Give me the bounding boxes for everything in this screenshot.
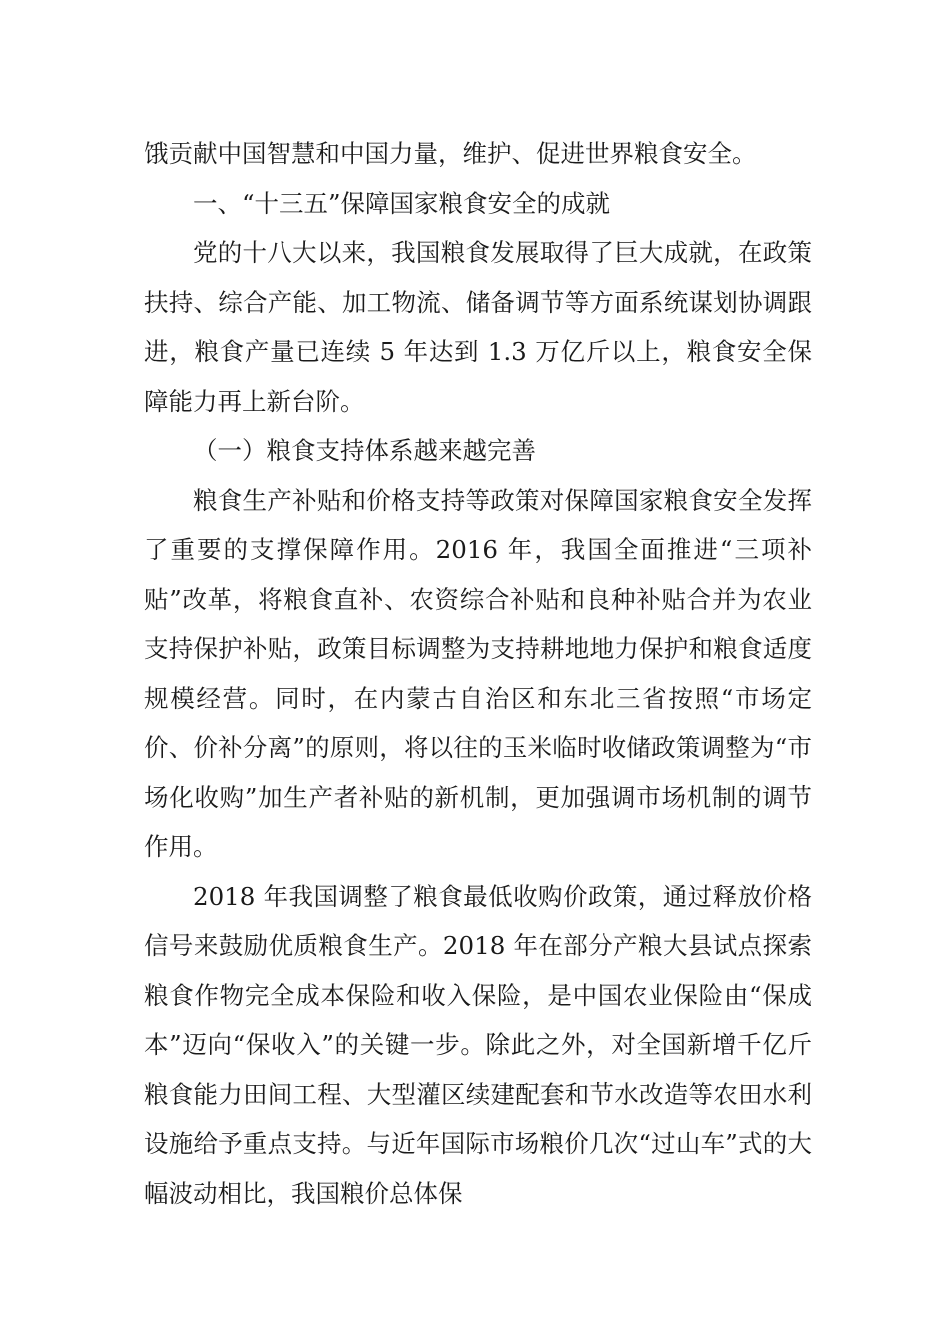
document-body (144, 129, 812, 1218)
section-heading: 一、“十三五”保障国家粮食安全的成就 (193, 188, 611, 218)
paragraph: 党的十八大以来，我国粮食发展取得了巨大成就，在政策扶持、综合产能、加工物流、储备调节等方面系统谋划协调跟进，粮食产量已连续 5 年达到 1.3 万亿斤以上，粮食安全保障能力再上新台阶。 (144, 238, 812, 416)
paragraph: 粮食生产补贴和价格支持等政策对保障国家粮食安全发挥了重要的支撑保障作用。2016 年，我国全面推进“三项补贴”改革，将粮食直补、农资综合补贴和良种补贴合并为农业支持保护补贴，政策目标调整为支持耕地地力保护和粮食适度规模经营。同时，在内蒙古自治区和东北三省按照“市场定价、价补分离”的原则，将以往的玉米临时收储政策调整为“市场化收购”加生产者补贴的新机制，更加强调市场机制的调节作用。 (144, 485, 812, 861)
paragraph-continuation: 饿贡献中国智慧和中国力量，维护、促进世界粮食安全。 (144, 139, 757, 168)
paragraph: 2018 年我国调整了粮食最低收购价政策，通过释放价格信号来鼓励优质粮食生产。2018 年在部分产粮大县试点探索粮食作物完全成本保险和收入保险，是中国农业保险由“保成本”迈向“保收入”的关键一步。除此之外，对全国新增千亿斤粮食能力田间工程、大型灌区续建配套和节水改造等农田水利设施给予重点支持。与近年国际市场粮价几次“过山车”式的大幅波动相比，我国粮价总体保 (144, 881, 812, 1208)
subsection-heading: （一）粮食支持体系越来越完善 (193, 436, 536, 465)
